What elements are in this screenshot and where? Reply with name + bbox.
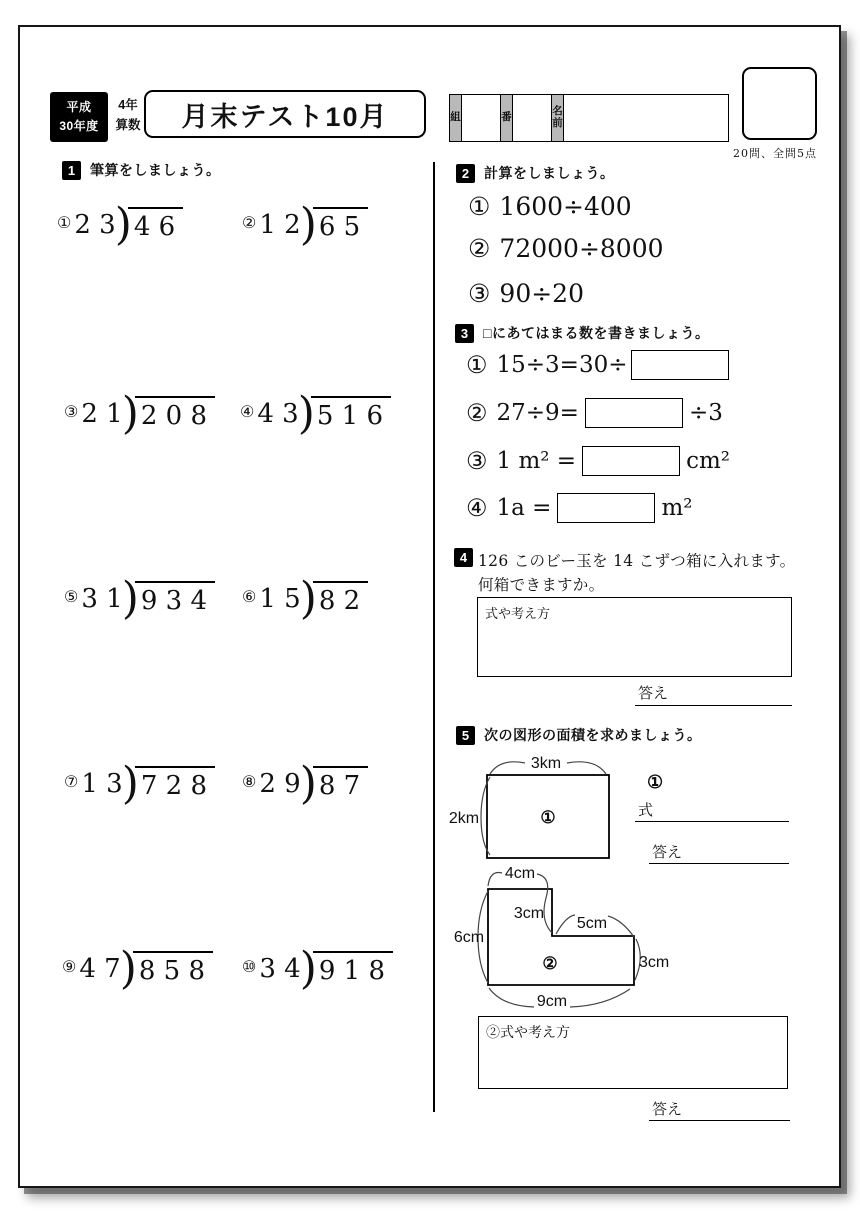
top-dimension-label: 4cm	[504, 865, 536, 882]
expression: 90÷20	[499, 279, 584, 308]
division-problem-7	[64, 758, 215, 809]
problem-number: ⑨	[62, 957, 77, 976]
division-problem-2	[242, 199, 368, 250]
formula-line[interactable]	[635, 799, 789, 822]
section4-badge-wrap	[454, 548, 473, 567]
division-bracket: )	[297, 388, 315, 439]
section1-badge: 1	[62, 161, 81, 180]
division-bracket: )	[299, 573, 317, 624]
section3-badge: 3	[455, 324, 474, 343]
grade-label	[110, 95, 146, 135]
dimension-arc	[490, 762, 525, 774]
work-area-label: ②式や考え方	[486, 1025, 570, 1041]
year-line2: 30年度	[59, 119, 99, 133]
dimension-arc	[567, 762, 606, 774]
score-box[interactable]	[742, 67, 817, 140]
answer-box[interactable]	[631, 350, 729, 380]
class-strip-label: 組	[450, 111, 461, 124]
expression: 1600÷400	[499, 192, 632, 221]
divisor: 1 2	[259, 210, 301, 240]
section2-badge: 2	[456, 164, 475, 183]
answer-label: 答え	[638, 684, 669, 702]
notch-horizontal-dimension-label: 5cm	[576, 915, 608, 932]
test-title-box	[144, 90, 426, 138]
division-bracket: )	[121, 573, 139, 624]
dividend: 4 6	[128, 207, 183, 242]
year-line1: 平成	[66, 99, 92, 114]
name-input-cell[interactable]	[564, 95, 728, 141]
section5-title: 次の図形の面積を求めましょう。	[484, 727, 702, 743]
dividend: 5 1 6	[311, 396, 391, 431]
section4-badge: 4	[454, 548, 473, 567]
lshape-shape	[488, 889, 634, 985]
division-problem-10	[242, 943, 393, 994]
work-area-label: 式や考え方	[485, 607, 551, 622]
problem-number: ④	[466, 494, 488, 522]
division-bracket: )	[119, 943, 137, 994]
fill-blank-2	[466, 398, 723, 428]
work-area-box-2[interactable]	[478, 1016, 788, 1089]
bottom-dimension-label: 9cm	[536, 993, 568, 1010]
division-problem-8	[242, 758, 368, 809]
dimension-arc	[608, 916, 634, 937]
division-bracket: )	[121, 758, 139, 809]
section5-heading	[456, 725, 702, 745]
problem-number: ⑥	[242, 587, 257, 606]
height-dimension-label: 2km	[448, 810, 480, 827]
left-dimension-label: 6cm	[453, 929, 485, 946]
answer-box[interactable]	[582, 446, 680, 476]
expression-pre: 15÷3=30÷	[496, 352, 628, 378]
section3-title: □にあてはまる数を書きましょう。	[483, 325, 710, 341]
division-bracket: )	[299, 758, 317, 809]
calc-problem-3	[468, 279, 584, 308]
dividend: 9 3 4	[135, 581, 215, 616]
word-problem-line1: 126 このビー玉を 14 こずつ箱に入れます。	[478, 552, 796, 570]
divisor: 3 4	[259, 954, 301, 984]
answer-label: 答え	[652, 1100, 683, 1118]
name-strip-label-1: 名	[552, 105, 563, 118]
year-badge	[50, 92, 108, 142]
problem-number: ⑦	[64, 772, 79, 791]
figure-number: ①	[540, 808, 556, 827]
dimension-arc	[570, 989, 630, 1007]
dividend: 8 7	[313, 766, 368, 801]
figure1-rectangle	[445, 747, 650, 865]
section1-title: 筆算をしましょう。	[90, 162, 221, 178]
column-divider	[433, 162, 435, 1112]
division-problem-3	[64, 388, 215, 439]
division-bracket: )	[114, 199, 132, 250]
word-problem-line2: 何箱できますか。	[478, 576, 605, 594]
answer-label: 答え	[652, 843, 683, 861]
name-strip	[551, 95, 564, 141]
division-bracket: )	[121, 388, 139, 439]
dimension-arc	[488, 873, 502, 886]
problem-number: ③	[468, 279, 491, 308]
fill-blank-1	[466, 350, 735, 380]
problem-number: ①	[468, 192, 491, 221]
formula-label: 式	[638, 801, 654, 819]
calc-problem-1	[468, 192, 632, 221]
problem-number: ④	[240, 402, 255, 421]
right-dimension-label: 3cm	[639, 954, 670, 971]
score-note: 20問、全問5点	[733, 147, 817, 160]
dividend: 9 1 8	[313, 951, 393, 986]
section2-heading	[456, 163, 615, 183]
expression-post: m²	[661, 495, 693, 521]
section1-heading	[62, 160, 221, 180]
division-bracket: )	[299, 943, 317, 994]
answer-line[interactable]	[649, 1098, 790, 1121]
figure-number: ②	[542, 954, 558, 973]
number-strip-label: 番	[501, 111, 512, 124]
division-problem-4	[240, 388, 391, 439]
division-problem-6	[242, 573, 368, 624]
problem-number: ②	[242, 213, 257, 232]
divisor: 1 5	[259, 584, 301, 614]
number-input-cell[interactable]	[513, 95, 551, 141]
divisor: 2 1	[81, 399, 123, 429]
problem-number: ③	[466, 447, 488, 475]
dimension-arc	[489, 988, 534, 1007]
name-field	[449, 94, 729, 142]
problem-number: ②	[466, 399, 488, 427]
expression-pre: 1a =	[496, 495, 552, 521]
grade-line1: 4年	[118, 98, 138, 112]
section2-title: 計算をしましょう。	[484, 165, 615, 181]
answer-box[interactable]	[585, 398, 683, 428]
division-problem-1	[57, 199, 183, 250]
notch-vertical-dimension-label: 3cm	[513, 905, 545, 922]
divisor: 2 3	[74, 210, 116, 240]
grade-line2: 算数	[115, 118, 141, 132]
figure1-answer-number: ①	[647, 772, 664, 792]
expression: 72000÷8000	[499, 234, 664, 263]
divisor: 1 3	[81, 769, 123, 799]
problem-number: ⑤	[64, 587, 79, 606]
divisor: 2 9	[259, 769, 301, 799]
dimension-arc	[556, 915, 575, 934]
expression-post: ÷3	[688, 400, 723, 426]
problem-number: ②	[468, 234, 491, 263]
division-bracket: )	[299, 199, 317, 250]
divisor: 4 7	[79, 954, 121, 984]
problem-number: ①	[57, 213, 72, 232]
section5-badge: 5	[456, 726, 475, 745]
problem-number: ⑧	[242, 772, 257, 791]
divisor: 3 1	[81, 584, 123, 614]
dividend: 8 5 8	[133, 951, 213, 986]
expression-pre: 1 m² =	[496, 448, 577, 474]
fill-blank-4	[466, 493, 692, 523]
answer-box[interactable]	[557, 493, 655, 523]
expression-post: cm²	[686, 448, 730, 474]
fill-blank-3	[466, 446, 730, 476]
divisor: 4 3	[257, 399, 299, 429]
calc-problem-2	[468, 234, 664, 263]
test-title: 月末テスト10月	[181, 101, 389, 132]
problem-number: ⑩	[242, 957, 257, 976]
class-input-cell[interactable]	[462, 95, 500, 141]
expression-pre: 27÷9=	[496, 400, 579, 426]
worksheet-card	[18, 25, 841, 1188]
dividend: 6 5	[313, 207, 368, 242]
division-problem-9	[62, 943, 213, 994]
width-dimension-label: 3km	[530, 755, 562, 772]
problem-number: ③	[64, 402, 79, 421]
figure2-lshape	[440, 860, 680, 1015]
name-strip-label-2: 前	[552, 117, 563, 129]
division-problem-5	[64, 573, 215, 624]
dividend: 7 2 8	[135, 766, 215, 801]
section3-heading	[455, 323, 709, 343]
work-area-box[interactable]	[477, 597, 792, 677]
dividend: 2 0 8	[135, 396, 215, 431]
dividend: 8 2	[313, 581, 368, 616]
number-strip	[500, 95, 513, 141]
problem-number: ①	[466, 351, 488, 379]
class-strip	[449, 95, 462, 141]
answer-line[interactable]	[635, 682, 792, 706]
